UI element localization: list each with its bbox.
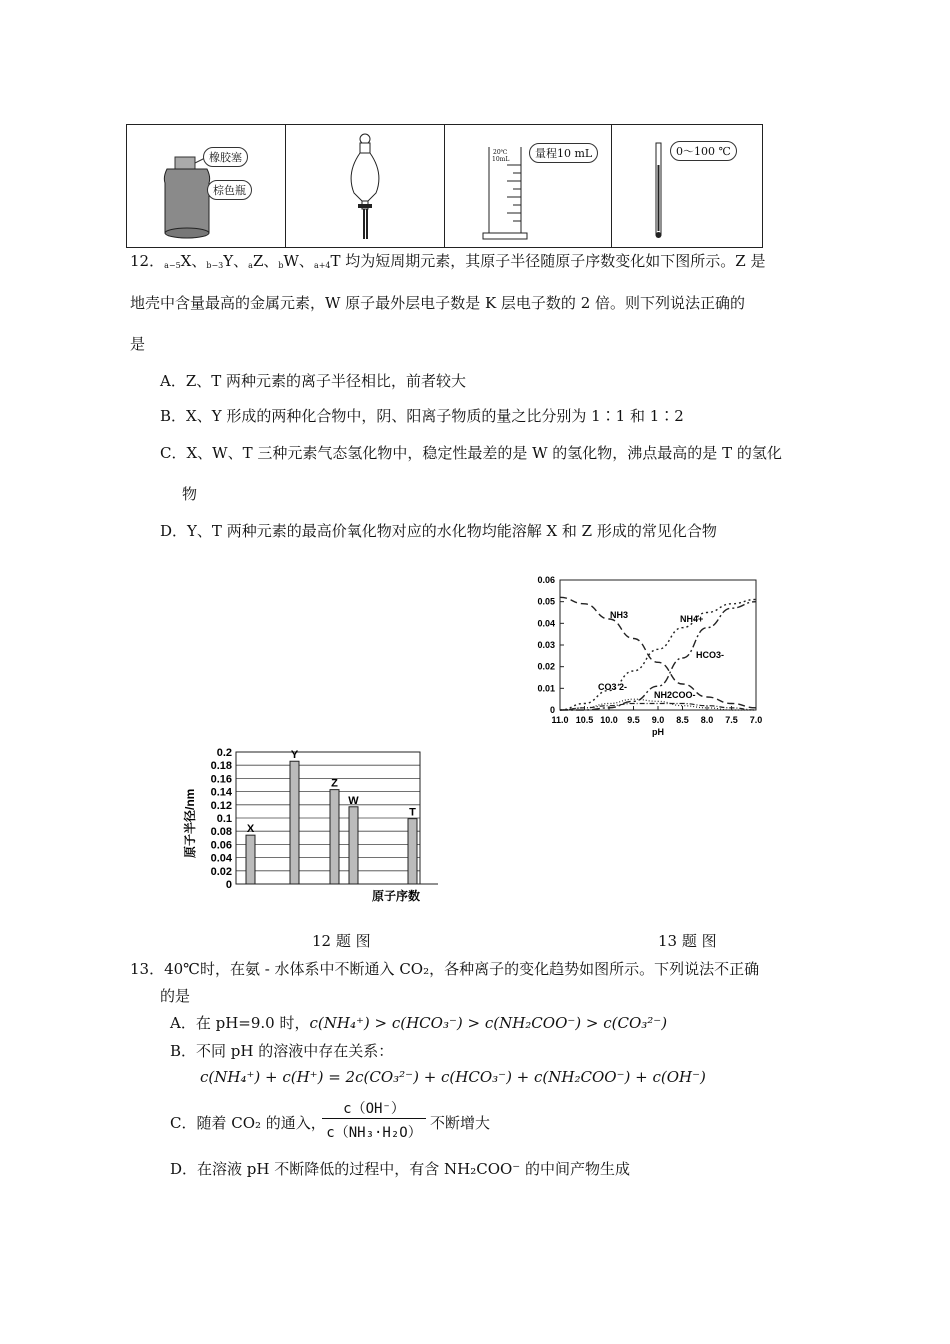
series-label-co3: CO3 2- [598, 682, 628, 692]
q12-pre-y: b−3 [206, 261, 224, 270]
bar-label: Y [290, 749, 299, 762]
x-tick-label: 7.0 [749, 715, 763, 725]
series-label-nh4: NH4+ [680, 614, 704, 624]
y-tick-label: 0.02 [537, 661, 555, 672]
y-tick-label: 0.06 [537, 575, 555, 585]
bar-label: W [348, 794, 359, 807]
x-tick-label: 8.5 [676, 715, 689, 725]
y-tick-label: 0.18 [210, 760, 232, 773]
q13-figure-caption: 13 题 图 [658, 932, 717, 950]
thermometer-cell [612, 125, 763, 248]
bar [290, 761, 299, 884]
series-label-nh3: NH3 [610, 610, 629, 620]
y-tick-label: 0.03 [537, 640, 555, 650]
q13-option-a-prefix: A．在 pH=9.0 时， [170, 1014, 310, 1032]
separatory-funnel-icon [286, 125, 444, 243]
y-tick-label: 0.04 [210, 852, 232, 865]
q13-option-c-prefix: C．随着 CO₂ 的通入， [170, 1114, 326, 1132]
y-tick-label: 0.06 [210, 839, 232, 852]
bar [349, 807, 358, 884]
bar [408, 819, 417, 884]
y-tick-label: 0.14 [210, 786, 232, 799]
y-tick-label: 0.01 [537, 683, 555, 694]
q12-option-c2: 物 [182, 485, 198, 503]
y-tick-label: 0.02 [210, 865, 232, 878]
bar-label: T [409, 806, 416, 819]
y-tick-label: 0 [225, 879, 232, 891]
y-tick-label: 0.16 [210, 773, 232, 786]
q13-stem-line1: 13．40℃时，在氨 - 水体系中不断通入 CO₂，各种离子的变化趋势如图所示。下列说法不正确 [130, 960, 760, 978]
y-tick-label: 0.05 [537, 596, 555, 607]
q13-option-a [170, 1012, 667, 1033]
q13-option-c-numerator: c（OH⁻） [343, 1101, 405, 1117]
bar [330, 790, 339, 884]
thermometer-label: 0～100 ℃ [670, 141, 737, 161]
bar [246, 835, 255, 884]
q12-stem-line2: 地壳中含量最高的金属元素，W 原子最外层电子数是 K 层电子数的 2 倍。则下列说法正确的 [130, 294, 746, 312]
y-tick-label: 0.04 [537, 618, 555, 629]
bar-label: Z [331, 777, 338, 790]
x-axis-label: 原子序数 [372, 889, 421, 903]
q12-stem-line3: 是 [130, 335, 146, 353]
cylinder-label: 量程10 mL [529, 143, 598, 163]
q12-pre-t: a+4 [313, 261, 331, 270]
x-tick-label: 9.5 [627, 715, 640, 725]
cylinder-vol-mark: 10mL [492, 156, 510, 163]
q12-option-c1: C．X、W、T 三种元素气态氢化物中，稳定性最差的是 W 的氢化物，沸点最高的是 T 的氢化 [160, 444, 782, 462]
x-tick-label: 7.5 [725, 715, 738, 725]
q12-pre-w: b [278, 261, 284, 270]
brown-bottle-icon [127, 125, 285, 243]
q12-option-b: B．X、Y 形成的两种化合物中，阴、阳离子物质的量之比分别为 1∶1 和 1∶2 [160, 407, 684, 425]
fraction-bar [322, 1118, 426, 1119]
q13-stem-line2: 的是 [160, 987, 191, 1005]
equipment-table [126, 124, 763, 248]
series-label-nh2coo: NH2COO- [654, 690, 696, 700]
y-tick-label: 0.08 [210, 826, 232, 839]
x-tick-label: 10.0 [600, 715, 618, 725]
bottle-label-stopper: 橡胶塞 [203, 147, 248, 167]
q12-pre-x: a−5 [164, 261, 181, 270]
x-tick-label: 11.0 [551, 715, 569, 725]
q12-pre-z: a [248, 261, 253, 270]
atomic-radius-bar-chart [180, 742, 460, 912]
x-axis-label: pH [652, 727, 664, 737]
bottle-label-brown: 棕色瓶 [207, 180, 252, 200]
y-axis-label: 原子半径/nm [183, 788, 197, 858]
q12-option-a: A．Z、T 两种元素的离子半径相比，前者较大 [160, 372, 467, 390]
cylinder-cell [445, 125, 612, 248]
y-tick-label: 0.1 [216, 813, 232, 825]
q13-option-b1: B．不同 pH 的溶液中存在关系： [170, 1042, 394, 1060]
q13-option-c-denominator: c（NH₃·H₂O） [326, 1125, 422, 1141]
bottle-cell [127, 125, 286, 248]
q12-option-d: D．Y、T 两种元素的最高价氧化物对应的水化物均能溶解 X 和 Z 形成的常见化合物 [160, 522, 717, 540]
q12-figure-caption: 12 题 图 [312, 932, 371, 950]
ph-species-line-chart [520, 574, 780, 749]
y-tick-label: 0 [549, 705, 555, 715]
q13-option-c-suffix: 不断增大 [430, 1114, 491, 1132]
q13-option-a-expr: c(NH₄⁺) > c(HCO₃⁻) > c(NH₂COO⁻) > c(CO₃²⁻) [309, 1014, 668, 1032]
series-label-hco3: HCO3- [696, 650, 725, 660]
cylinder-temp-mark: 20℃ [493, 149, 508, 156]
x-tick-label: 10.5 [575, 715, 594, 725]
x-tick-label: 8.0 [700, 715, 714, 725]
q13-option-d: D．在溶液 pH 不断降低的过程中，有含 NH₂COO⁻ 的中间产物生成 [170, 1160, 630, 1178]
bar-label: X [246, 823, 255, 836]
q12-stem-line1: 12．a−5X、b−3Y、aZ、bW、a+4T 均为短周期元素，其原子半径随原子序数变化如下图所示。Z 是 [130, 252, 766, 270]
x-tick-label: 9.0 [651, 715, 665, 725]
y-tick-label: 0.12 [210, 799, 232, 812]
q13-option-b2: c(NH₄⁺) + c(H⁺) = 2c(CO₃²⁻) + c(HCO₃⁻) + c(NH₂COO⁻) + c(OH⁻) [200, 1068, 706, 1086]
y-tick-label: 0.2 [216, 747, 232, 759]
funnel-cell [286, 125, 445, 248]
